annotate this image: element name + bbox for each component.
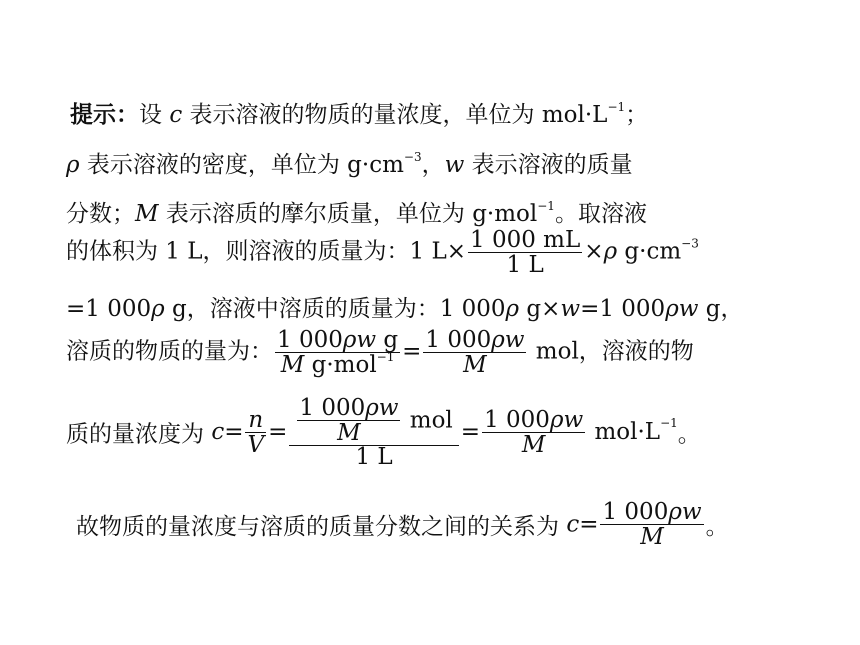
inner-denominator: M [337, 420, 361, 446]
var-M: M [135, 201, 159, 227]
var-w: w [444, 152, 465, 178]
text: 。 [677, 421, 701, 448]
line-4 [66, 228, 699, 277]
numerator: $\frac{1 000\rho w}{M}$ mol [289, 396, 458, 446]
var-rho-w: ρw [665, 296, 699, 322]
text: ， [421, 152, 445, 178]
text: 表示溶液的物质的量浓度，单位为 [182, 102, 542, 128]
fraction-volume [468, 228, 582, 277]
line-3 [66, 195, 647, 228]
text: 。取溶液 [554, 201, 647, 227]
exponent: −1 [537, 199, 555, 213]
text: 表示溶质的摩尔质量，单位为 [158, 201, 473, 227]
equals: = [402, 338, 422, 365]
exponent: −3 [403, 150, 422, 164]
numerator: 1 000ρw [484, 406, 584, 433]
var-c: c [169, 102, 183, 128]
var-rho: ρ [66, 152, 80, 178]
hint-label: 提示： [70, 101, 139, 128]
numerator: 1 000ρw g [277, 327, 399, 353]
numerator: 1 000 mL [470, 227, 581, 253]
text: 表示溶液的质量 [464, 152, 633, 178]
fraction-n-over-v [245, 408, 266, 457]
inner-numerator: 1 000ρw [299, 395, 399, 421]
text: ； [625, 102, 649, 128]
fraction-compound [289, 396, 458, 468]
text: mol，溶液的物 [528, 338, 694, 365]
denominator: M [463, 352, 487, 378]
equals: = [224, 419, 244, 445]
line-2 [66, 146, 633, 179]
denominator: M [521, 431, 546, 458]
text: 。 [705, 514, 729, 540]
text: =1 000 [66, 296, 152, 322]
unit: g·mol [472, 201, 538, 227]
fraction-result [482, 408, 585, 457]
line-6 [66, 328, 694, 377]
text: =1 000 [580, 296, 666, 322]
text: 分数； [66, 201, 135, 227]
unit: g·cm [617, 238, 682, 265]
unit: mol·L [541, 102, 608, 128]
text: 设 [139, 102, 170, 128]
numerator: n [245, 408, 266, 433]
text: 表示溶液的密度，单位为 [79, 152, 348, 178]
line-8 [76, 500, 729, 549]
var-c: c [566, 511, 580, 538]
line-7 [66, 396, 701, 468]
text: 质的量浓度为 [66, 421, 212, 448]
text: 的体积为 1 L，则溶液的质量为：1 L× [66, 238, 467, 265]
text: g，溶液中溶质的质量为：1 000 [164, 296, 506, 322]
denominator: V [247, 431, 265, 458]
text: g× [519, 296, 561, 322]
text: g， [698, 296, 744, 322]
var-rho: ρ [151, 296, 165, 322]
numerator: 1 000ρw [602, 499, 702, 525]
denominator: 1 L [355, 444, 393, 470]
text: 溶质的物质的量为： [66, 338, 273, 365]
fraction-final [600, 500, 703, 549]
unit: mol·L [587, 419, 661, 445]
exponent: −3 [681, 236, 699, 251]
exponent: −1 [607, 100, 626, 114]
line-1 [70, 96, 648, 129]
unit: g·cm [347, 152, 404, 178]
line-5 [66, 290, 743, 323]
var-rho: ρ [505, 296, 520, 322]
var-c: c [211, 419, 225, 445]
fraction-amount [423, 328, 526, 377]
text: 故物质的量浓度与溶质的质量分数之间的关系为 [76, 514, 567, 540]
fraction-solute-mass [275, 328, 400, 377]
equals: = [460, 419, 481, 445]
denominator: 1 L [506, 252, 544, 278]
equals: = [579, 511, 599, 538]
var-rho: ρ [603, 238, 618, 265]
denominator: M [640, 524, 664, 550]
denominator: M g·mol$^{-1}$ [280, 350, 395, 378]
var-w: w [560, 296, 581, 322]
inner-fraction [297, 396, 400, 445]
numerator: 1 000ρw [425, 327, 525, 353]
equals: = [268, 419, 288, 445]
exponent: −1 [660, 416, 678, 430]
text: × [584, 238, 604, 265]
